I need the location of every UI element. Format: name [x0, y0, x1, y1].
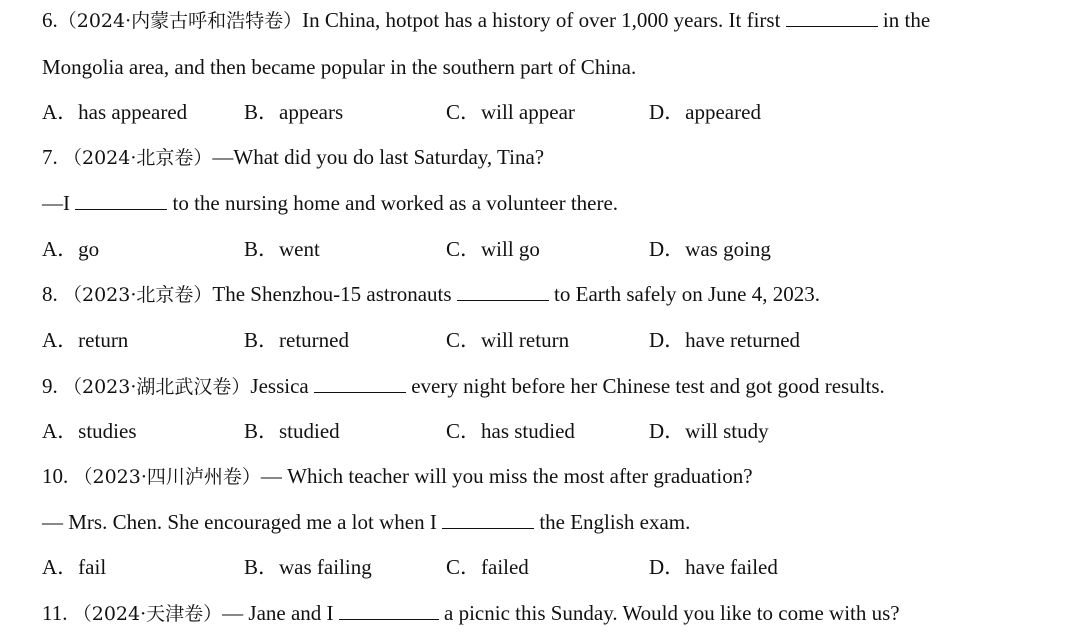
question-number: 7. [42, 145, 58, 169]
question-number: 11. [42, 601, 68, 625]
option-b: B．returned [244, 328, 349, 352]
option-d: D．appeared [649, 100, 761, 124]
question-number: 8. [42, 282, 58, 306]
answer-blank [314, 374, 406, 393]
option-c: C．has studied [446, 419, 575, 443]
option-b: B．studied [244, 419, 340, 443]
answer-blank [75, 191, 167, 210]
question-source: （2023·北京卷） [63, 284, 213, 306]
option-c: C．will go [446, 237, 540, 261]
question-number: 10. [42, 464, 69, 488]
option-d: D．will study [649, 419, 769, 443]
question-10-stem [42, 462, 753, 491]
answer-blank [457, 282, 549, 301]
question-8-stem [42, 280, 820, 309]
question-10-options [42, 553, 1042, 581]
option-a: A．return [42, 328, 129, 352]
answer-blank [442, 510, 534, 529]
stem-text: Jessica [250, 374, 309, 398]
answer-blank [786, 8, 878, 27]
question-6-options [42, 98, 1042, 126]
stem-text: to Earth safely on June 4, 2023. [554, 282, 820, 306]
stem-text: — Jane and I [222, 601, 334, 625]
question-9-options [42, 417, 1042, 445]
stem-text: In China, hotpot has a history of over 1,000 years. It first [302, 8, 781, 32]
stem-text: —I [42, 191, 70, 215]
stem-text: — Which teacher will you miss the most after graduation? [260, 464, 753, 488]
option-b: B．went [244, 237, 320, 261]
question-6-stem-line2: Mongolia area, and then became popular in the southern part of China. [42, 55, 637, 79]
stem-text: every night before her Chinese test and got good results. [411, 374, 885, 398]
question-8-options [42, 326, 1042, 354]
question-6-stem [42, 6, 930, 35]
question-9-stem [42, 372, 885, 401]
answer-blank [339, 601, 439, 620]
question-7-stem-line2 [42, 189, 618, 217]
stem-text: to the nursing home and worked as a volunteer there. [172, 191, 619, 215]
option-c: C．will appear [446, 100, 575, 124]
option-d: D．have failed [649, 555, 778, 579]
question-11-stem [42, 599, 900, 628]
option-a: A．has appeared [42, 100, 188, 124]
option-a: A．fail [42, 555, 107, 579]
stem-text: in the [882, 8, 931, 32]
question-7-stem [42, 143, 544, 172]
stem-text: the English exam. [539, 510, 691, 534]
question-10-stem-line2 [42, 508, 690, 536]
option-d: D．have returned [649, 328, 801, 352]
stem-text: — Mrs. Chen. She encouraged me a lot when I [42, 510, 437, 534]
option-b: B．was failing [244, 555, 372, 579]
question-number: 9. [42, 374, 58, 398]
stem-text: —What did you do last Saturday, Tina? [212, 145, 545, 169]
option-a: A．go [42, 237, 100, 261]
option-b: B．appears [244, 100, 344, 124]
question-source: （2024·北京卷） [63, 147, 213, 169]
question-7-options [42, 235, 1042, 263]
option-d: D．was going [649, 237, 771, 261]
question-source: （2023·湖北武汉卷） [63, 376, 251, 398]
option-c: C．will return [446, 328, 570, 352]
question-source: （2024·内蒙古呼和浩特卷） [57, 10, 303, 32]
stem-text: a picnic this Sunday. Would you like to come with us? [444, 601, 900, 625]
stem-text: The Shenzhou-15 astronauts [212, 282, 452, 306]
option-a: A．studies [42, 419, 137, 443]
option-c: C．failed [446, 555, 529, 579]
question-source: （2024·天津卷） [72, 603, 223, 625]
question-source: （2023·四川泸州卷） [73, 466, 261, 488]
question-number: 6. [42, 8, 58, 32]
